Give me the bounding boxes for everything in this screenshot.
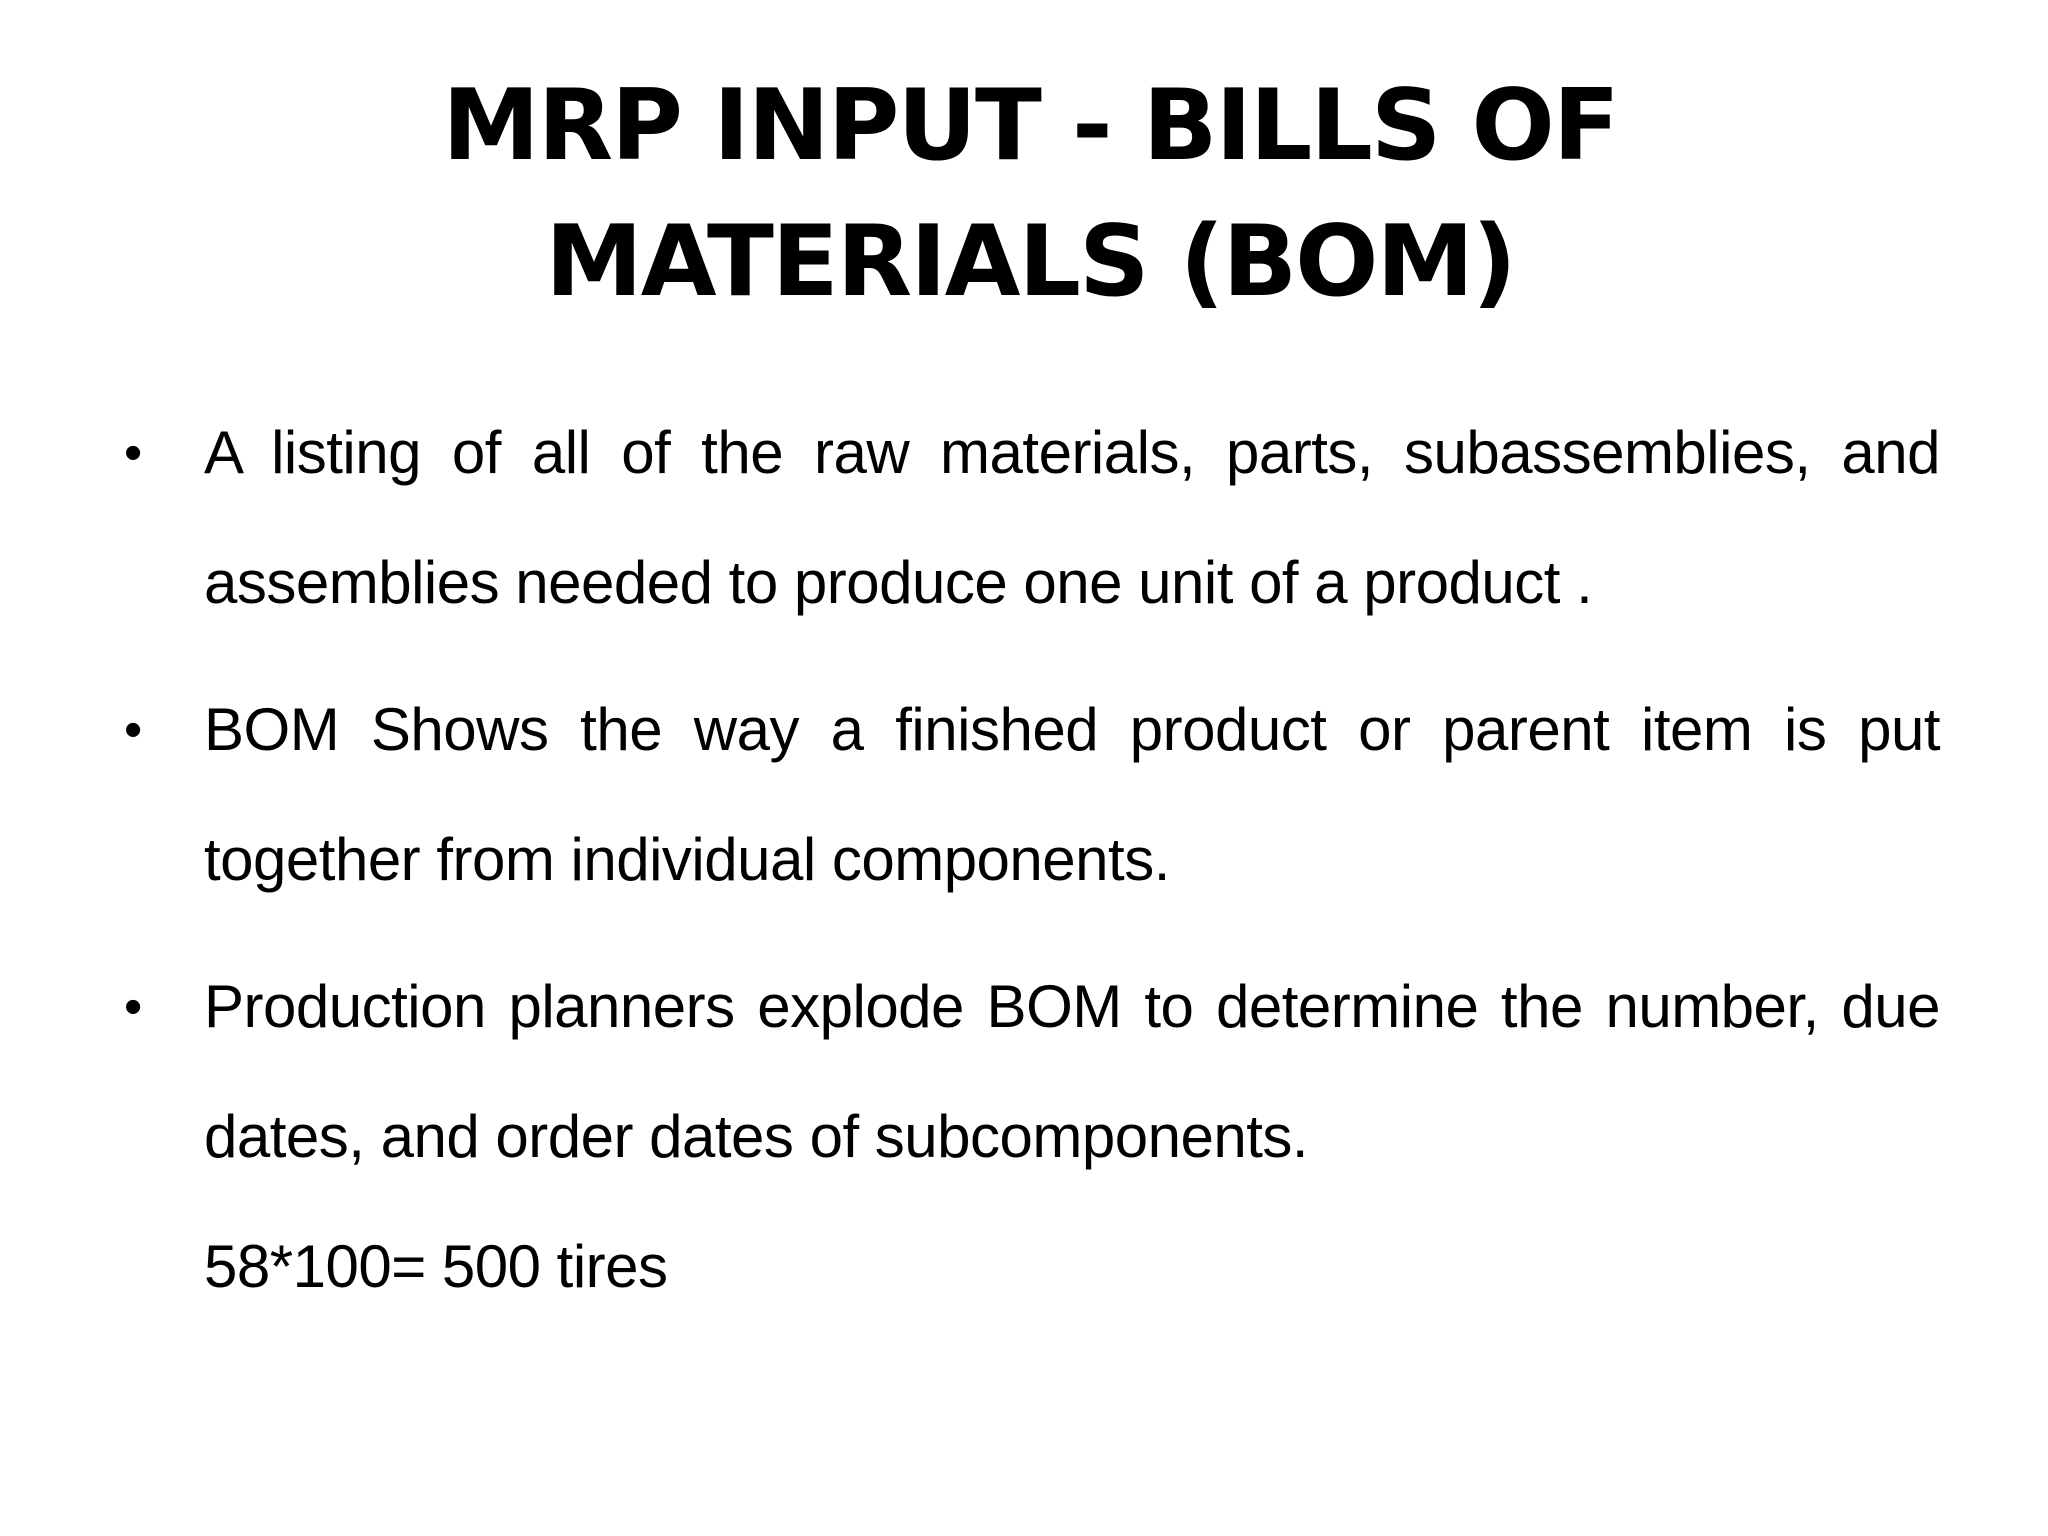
bullet-dot-icon: • [124,978,142,1036]
bullet-text: BOM Shows the way a finished product or parent item is put together from individual components. [204,696,1940,893]
bullet-item [120,942,1940,1332]
bullet-list [120,388,1940,1349]
bullet-text: Production planners explode BOM to determine the number, due dates, and order dates of subcomponents. [204,973,1940,1170]
bullet-text-block [204,942,1940,1332]
bullet-item [120,388,1940,648]
bullet-text: A listing of all of the raw materials, parts, subassemblies, and assemblies needed to produce one unit of a product . [204,419,1940,616]
slide-title: MRP INPUT - BILLS OF MATERIALS (BOM) [442,69,1618,319]
bullet-item [120,665,1940,925]
bullet-dot-icon: • [124,701,142,759]
bullet-dot-icon: • [124,424,142,482]
bullet-extra-line: 58*100= 500 tires [204,1233,668,1300]
